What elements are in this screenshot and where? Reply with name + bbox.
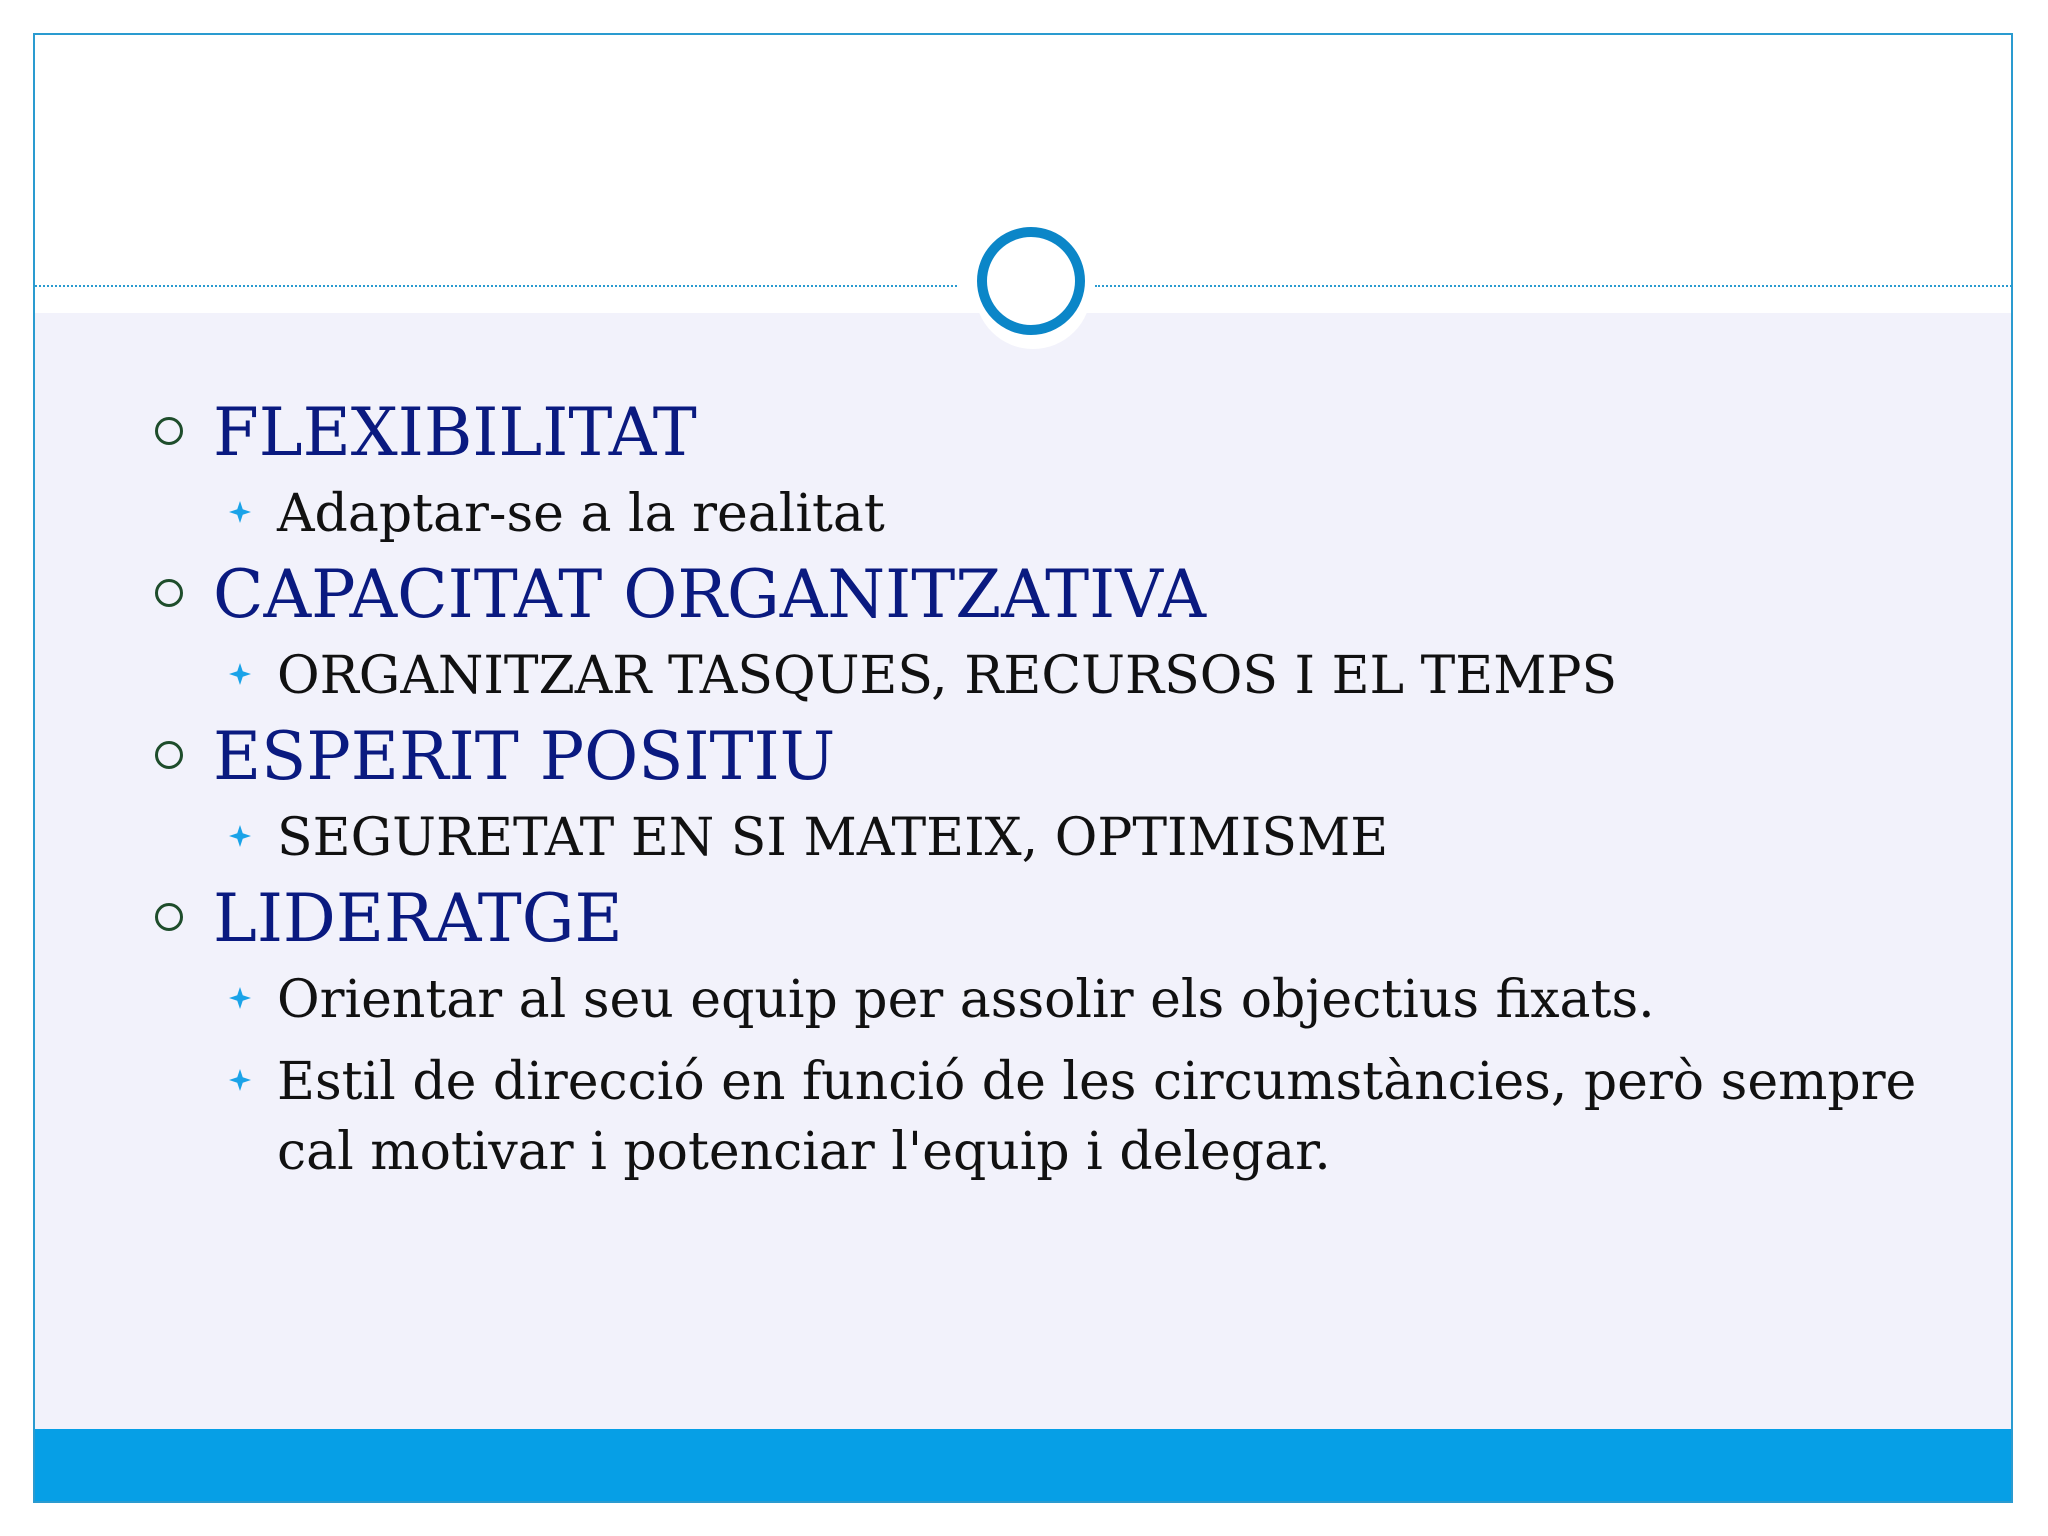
slide-frame bbox=[33, 33, 2013, 1503]
section-heading-text: ESPERIT POSITIU bbox=[213, 718, 836, 795]
hollow-circle-icon bbox=[155, 903, 183, 931]
hollow-circle-icon bbox=[155, 417, 183, 445]
list-item-text: ORGANITZAR TASQUES, RECURSOS I EL TEMPS bbox=[277, 646, 1618, 706]
footer-bar bbox=[35, 1429, 2011, 1501]
list-item-text: Estil de direcció en funció de les circumstàncies, però sempre cal motivar i potenciar l'equip i delegar. bbox=[277, 1052, 1917, 1182]
section-heading-text: CAPACITAT ORGANITZATIVA bbox=[213, 556, 1207, 633]
four-point-star-icon bbox=[229, 825, 251, 847]
section-heading bbox=[155, 873, 1955, 965]
four-point-star-icon bbox=[229, 663, 251, 685]
list-item-text: Adaptar-se a la realitat bbox=[277, 484, 885, 544]
list-item bbox=[215, 803, 1955, 873]
list-item bbox=[215, 479, 1955, 549]
four-point-star-icon bbox=[229, 1069, 251, 1091]
four-point-star-icon bbox=[229, 987, 251, 1009]
section-heading bbox=[155, 549, 1955, 641]
section-heading-text: FLEXIBILITAT bbox=[213, 394, 697, 471]
list-item bbox=[215, 641, 1955, 711]
hollow-circle-icon bbox=[155, 579, 183, 607]
header-divider-left bbox=[35, 285, 957, 287]
list-item bbox=[215, 965, 1955, 1035]
bullet-list bbox=[155, 387, 1955, 1187]
list-item-text: Orientar al seu equip per assolir els objectius fixats. bbox=[277, 970, 1655, 1030]
header-divider-right bbox=[1095, 285, 2013, 287]
four-point-star-icon bbox=[229, 501, 251, 523]
section-heading bbox=[155, 711, 1955, 803]
hollow-circle-icon bbox=[155, 741, 183, 769]
list-item-text: SEGURETAT EN SI MATEIX, OPTIMISME bbox=[277, 808, 1389, 868]
section-heading-text: LIDERATGE bbox=[213, 880, 623, 957]
circle-ring-icon bbox=[977, 227, 1085, 335]
section-heading bbox=[155, 387, 1955, 479]
list-item bbox=[215, 1047, 1955, 1187]
